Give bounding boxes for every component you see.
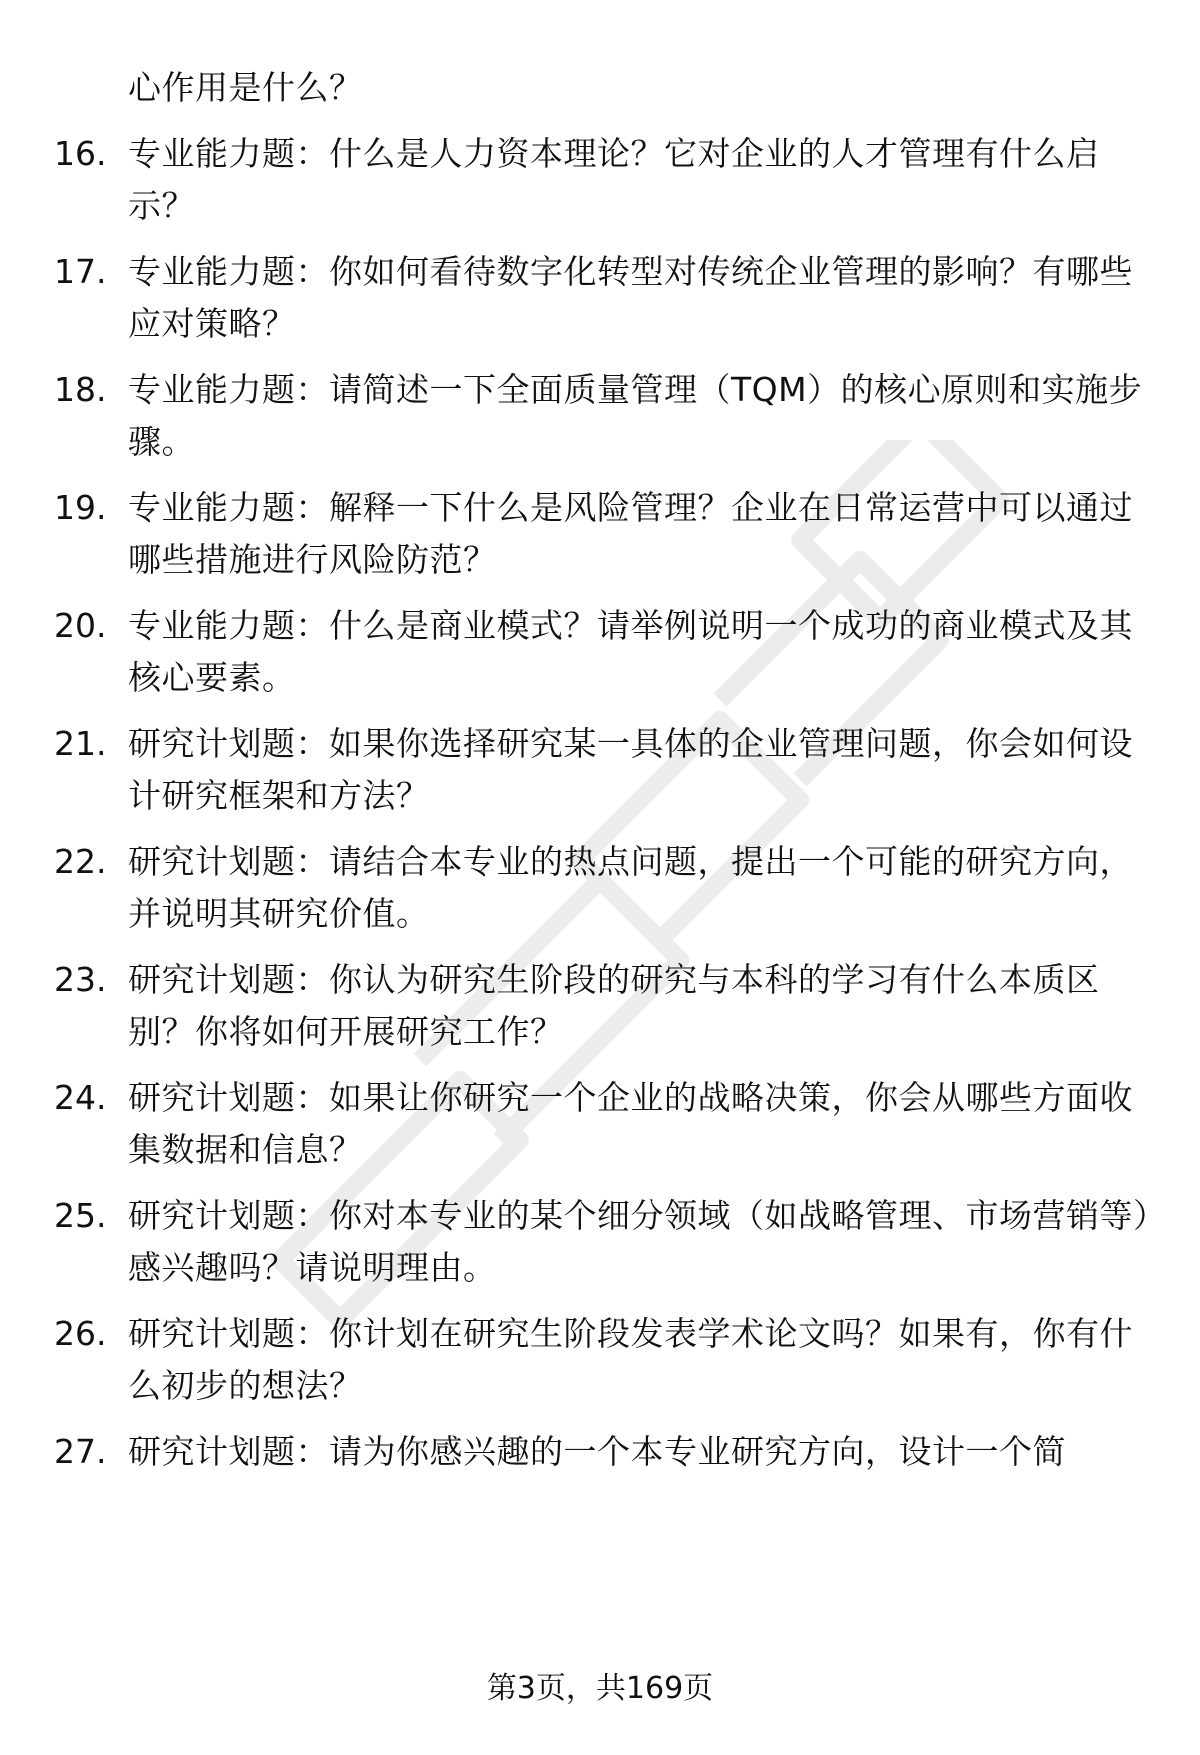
- question-item-24: [0, 1072, 1200, 1182]
- question-number: 26.: [54, 1314, 107, 1353]
- question-number: 22.: [54, 842, 107, 881]
- question-text: 专业能力题：请简述一下全面质量管理（TQM）的核心原则和实施步骤。: [128, 370, 1143, 461]
- question-text: 研究计划题：你认为研究生阶段的研究与本科的学习有什么本质区别？你将如何开展研究工作？: [128, 960, 1100, 1051]
- question-item-20: [0, 600, 1200, 710]
- question-text: 研究计划题：你对本专业的某个细分领域（如战略管理、市场营销等）感兴趣吗？请说明理由。: [128, 1196, 1150, 1287]
- question-item-19: [0, 482, 1200, 592]
- question-number: 24.: [54, 1078, 107, 1117]
- question-text: 专业能力题：解释一下什么是风险管理？企业在日常运营中可以通过哪些措施进行风险防范？: [128, 488, 1133, 579]
- question-item-27: [0, 1426, 1200, 1536]
- question-text: 研究计划题：请结合本专业的热点问题，提出一个可能的研究方向，并说明其研究价值。: [128, 842, 1133, 933]
- question-number: 27.: [54, 1432, 107, 1471]
- question-item-23: [0, 954, 1200, 1064]
- question-item-25: [0, 1190, 1200, 1300]
- question-item-16: [0, 128, 1200, 238]
- question-number: 25.: [54, 1196, 107, 1235]
- question-item-22: [0, 836, 1200, 946]
- question-number: 21.: [54, 724, 107, 763]
- question-number: 23.: [54, 960, 107, 999]
- question-text: 研究计划题：请为你感兴趣的一个本专业研究方向，设计一个简: [128, 1432, 1066, 1471]
- question-item-21: [0, 718, 1200, 828]
- continued-question-text: 心作用是什么？: [128, 68, 363, 107]
- page-footer: 第3页，共169页: [486, 1671, 714, 1706]
- question-number: 20.: [54, 606, 107, 645]
- question-text: 专业能力题：什么是商业模式？请举例说明一个成功的商业模式及其核心要素。: [128, 606, 1133, 697]
- question-item-26: [0, 1308, 1200, 1418]
- question-text: 专业能力题：你如何看待数字化转型对传统企业管理的影响？有哪些应对策略？: [128, 252, 1133, 343]
- question-text: 研究计划题：你计划在研究生阶段发表学术论文吗？如果有，你有什么初步的想法？: [128, 1314, 1133, 1405]
- question-text: 研究计划题：如果让你研究一个企业的战略决策，你会从哪些方面收集数据和信息？: [128, 1078, 1133, 1169]
- question-number: 16.: [54, 134, 107, 173]
- question-item-18: [0, 364, 1200, 474]
- question-number: 19.: [54, 488, 107, 527]
- question-number: 18.: [54, 370, 107, 409]
- question-item-17: [0, 246, 1200, 356]
- question-text: 专业能力题：什么是人力资本理论？它对企业的人才管理有什么启示？: [128, 134, 1100, 225]
- question-number: 17.: [54, 252, 107, 291]
- question-text: 研究计划题：如果你选择研究某一具体的企业管理问题，你会如何设计研究框架和方法？: [128, 724, 1133, 815]
